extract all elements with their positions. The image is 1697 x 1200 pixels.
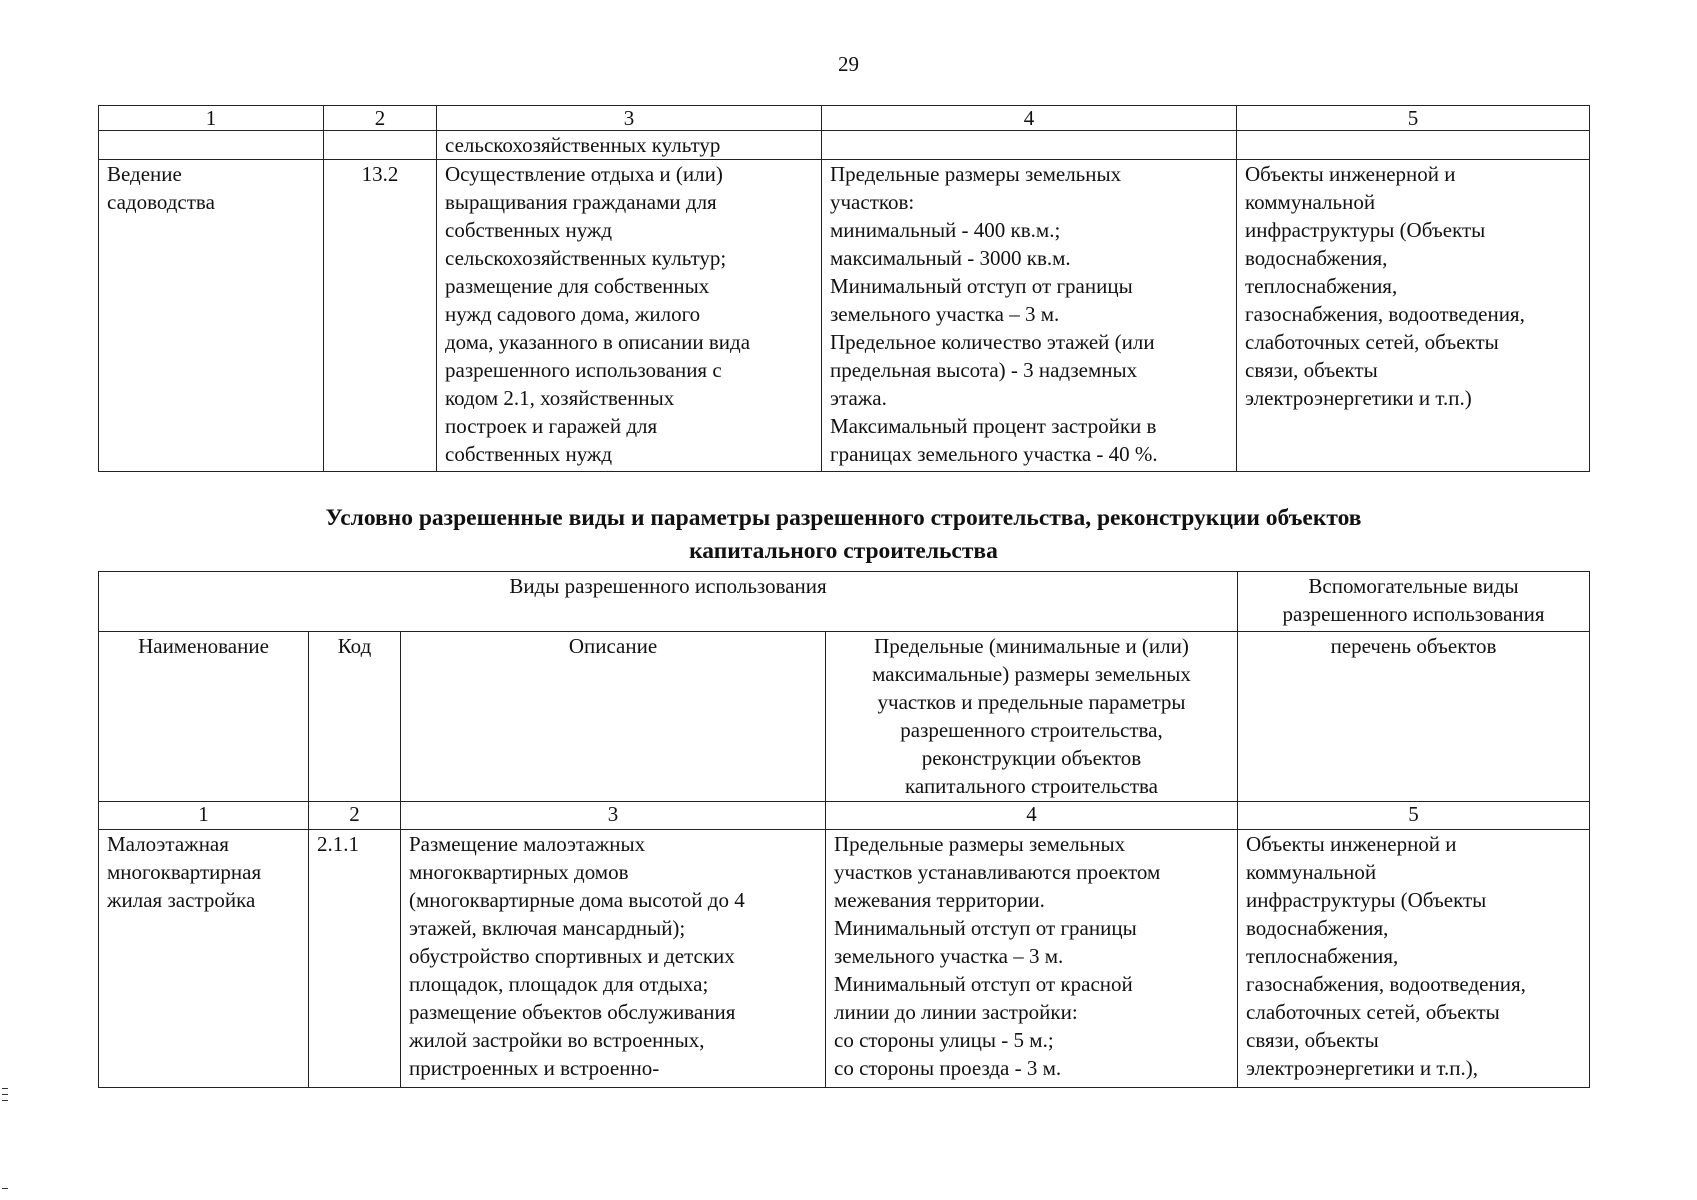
page-number: 29 [838,52,859,76]
conditional-land-use-table [98,571,1590,1088]
header-params: Предельные (минимальные и (или) максимальные) размеры земельных участков и предельные параметры разрешенного строительства, реконструкции объектов капитального строительства [826,632,1238,802]
column-number: 4 [822,106,1237,131]
land-use-code: 2.1.1 [309,830,401,1088]
land-use-name: Малоэтажная многоквартирная жилая застройка [99,830,309,1088]
group-header-aux: Вспомогательные виды разрешенного использования [1238,572,1590,632]
column-number-row [99,802,1590,830]
column-number: 4 [826,802,1238,830]
auxiliary-objects: Объекты инженерной и коммунальной инфраструктуры (Объекты водоснабжения, теплоснабжения, газоснабжения, водоотведения, слаботочных сетей, объекты связи, объекты электроэнергетики и т.п.) [1237,160,1590,472]
cell-description: сельскохозяйственных культур [437,131,822,160]
scan-mark [2,1094,8,1095]
column-number: 2 [324,106,437,131]
column-number: 1 [99,106,324,131]
section-heading: Условно разрешенные виды и параметры разрешенного строительства, реконструкции объектов капитального строительства [325,505,1362,564]
auxiliary-objects: Объекты инженерной и коммунальной инфраструктуры (Объекты водоснабжения, теплоснабжения, газоснабжения, водоотведения, слаботочных сетей, объекты связи, объекты электроэнергетики и т.п.), [1238,830,1590,1088]
column-number: 1 [99,802,309,830]
table-row [99,160,1590,472]
header-name: Наименование [99,632,309,802]
group-header-row [99,572,1590,632]
cell-aux [1237,131,1590,160]
land-use-description: Размещение малоэтажных многоквартирных домов (многоквартирные дома высотой до 4 этажей, включая мансардный); обустройство спортивных и детских площадок, площадок для отдыха; размещение объектов обслуживания жилой застройки во встроенных, пристроенных и встроенно- [401,830,826,1088]
cell-name [99,131,324,160]
column-number: 5 [1237,106,1590,131]
scan-mark [2,1188,8,1189]
table-row [99,830,1590,1088]
land-use-params: Предельные размеры земельных участков: минимальный - 400 кв.м.; максимальный - 3000 кв.м. Минимальный отступ от границы земельного участка – 3 м. Предельное количество этажей (или предельная высота) - 3 надземных этажа. Максимальный процент застройки в границах земельного участка - 40 %. [822,160,1237,472]
scan-mark [2,1088,8,1089]
header-code: Код [309,632,401,802]
land-use-name: Ведение садоводства [99,160,324,472]
scan-mark [2,1100,8,1101]
column-number: 2 [309,802,401,830]
column-number-row [99,106,1590,131]
header-description: Описание [401,632,826,802]
land-use-description: Осуществление отдыха и (или) выращивания гражданами для собственных нужд сельскохозяйственных культур; размещение для собственных нужд садового дома, жилого дома, указанного в описании вида разрешенного использования с кодом 2.1, хозяйственных построек и гаражей для собственных нужд [437,160,822,472]
land-use-params: Предельные размеры земельных участков устанавливаются проектом межевания территории. Минимальный отступ от границы земельного участка – 3 м. Минимальный отступ от красной линии до линии застройки: со стороны улицы - 5 м.; со стороны проезда - 3 м. [826,830,1238,1088]
column-number: 5 [1238,802,1590,830]
column-number: 3 [401,802,826,830]
column-number: 3 [437,106,822,131]
land-use-table-continued [98,105,1590,472]
group-header-main: Виды разрешенного использования [99,572,1238,632]
cell-code [324,131,437,160]
column-header-row [99,632,1590,802]
land-use-code: 13.2 [324,160,437,472]
header-aux: перечень объектов [1238,632,1590,802]
continuation-row [99,131,1590,160]
cell-params [822,131,1237,160]
